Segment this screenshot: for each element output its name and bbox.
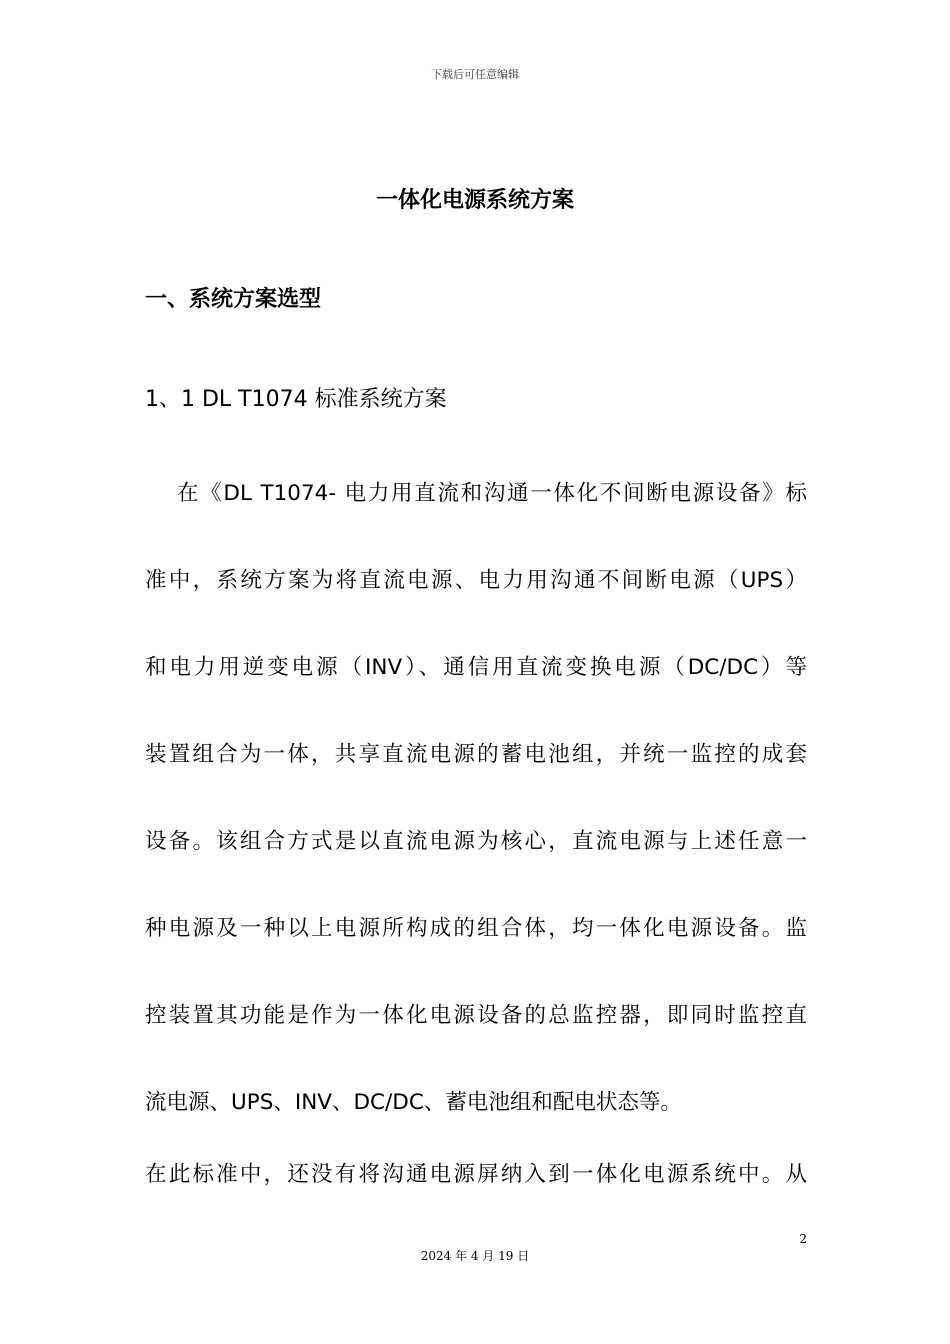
paragraph-line: 准中，系统方案为将直流电源、电力用沟通不间断电源（UPS）	[145, 568, 807, 593]
page-number: 2	[799, 1232, 807, 1246]
document-title: 一体化电源系统方案	[375, 188, 574, 213]
footer-date: 2024 年 4 月 19 日	[420, 1249, 530, 1263]
paragraph-line: 控装置其功能是作为一体化电源设备的总监控器，即同时监控直	[145, 1003, 807, 1028]
paragraph-line: 装置组合为一体，共享直流电源的蓄电池组，并统一监控的成套	[145, 742, 807, 767]
subsection-heading: 1、1 DL T1074 标准系统方案	[145, 387, 447, 412]
paragraph-line: 种电源及一种以上电源所构成的组合体，均一体化电源设备。监	[145, 916, 807, 941]
section-heading: 一、系统方案选型	[145, 287, 322, 312]
paragraph-line: 和电力用逆变电源（INV）、通信用直流变换电源（DC/DC）等	[145, 655, 807, 680]
next-paragraph-line: 在此标准中，还没有将沟通电源屏纳入到一体化电源系统中。从	[145, 1162, 807, 1187]
paragraph-line: 设备。该组合方式是以直流电源为核心，直流电源与上述任意一	[145, 829, 807, 854]
header-note: 下载后可任意编辑	[431, 68, 519, 81]
paragraph-line: 在《DL T1074- 电力用直流和沟通一体化不间断电源设备》标	[177, 481, 807, 506]
paragraph-line: 流电源、UPS、INV、DC/DC、蓄电池组和配电状态等。	[145, 1090, 682, 1115]
